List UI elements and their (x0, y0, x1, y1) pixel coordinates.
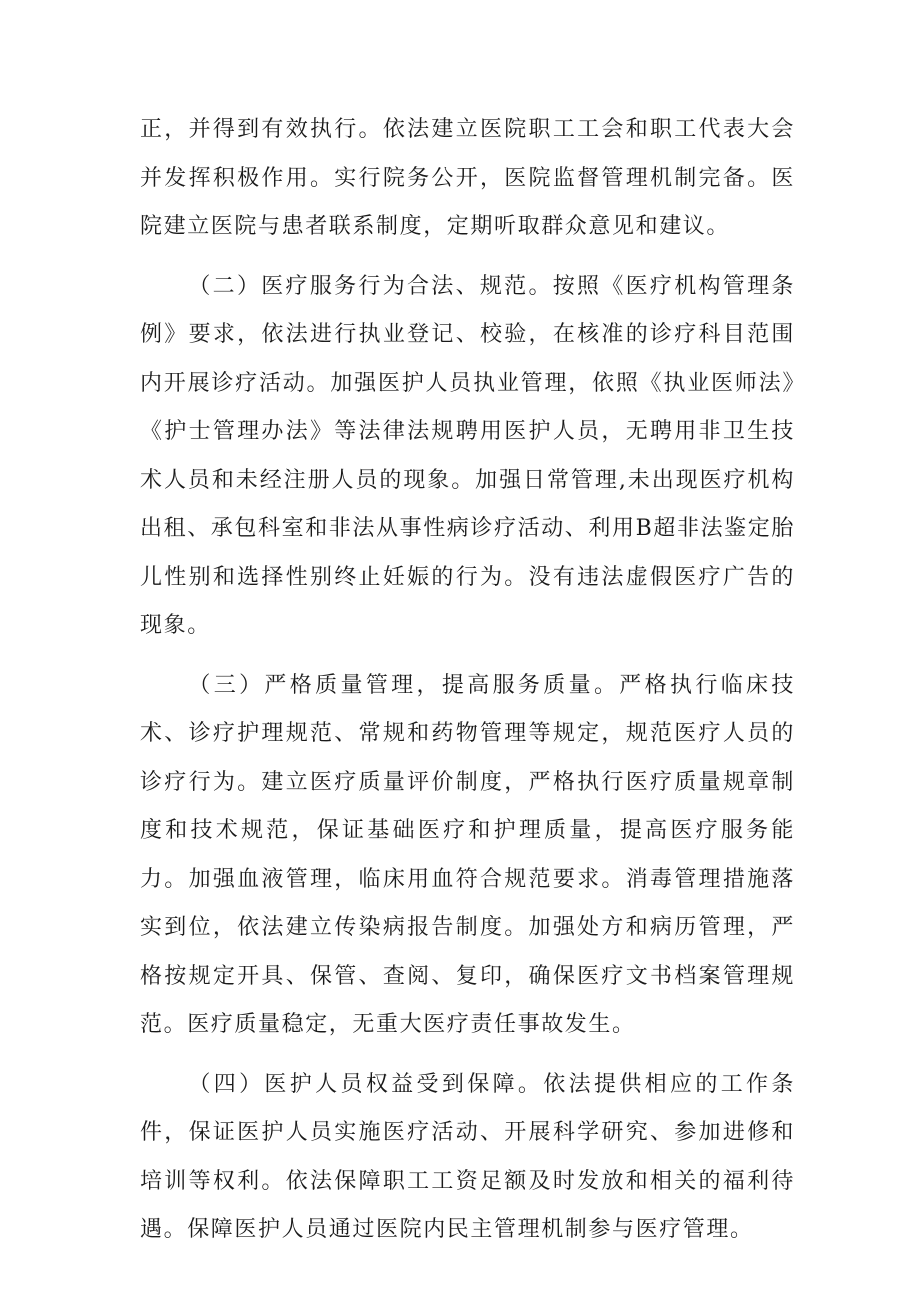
paragraph-section-3: （三）严格质量管理，提高服务质量。严格执行临床技术、诊疗护理规范、常规和药物管理等规定，规范医疗人员的诊疗行为。建立医疗质量评价制度，严格执行医疗质量规章制度和技术规范，保证基础医疗和护理质量，提高医疗服务能力。加强血液管理，临床用血符合规范要求。消毒管理措施落实到位，依法建立传染病报告制度。加强处方和病历管理，严格按规定开具、保管、查阅、复印，确保医疗文书档案管理规范。医疗质量稳定，无重大医疗责任事故发生。 (140, 672, 795, 1037)
paragraph-section-4: （四）医护人员权益受到保障。依法提供相应的工作条件，保证医护人员实施医疗活动、开展科学研究、参加进修和培训等权利。依法保障职工工资足额及时发放和相关的福利待遇。保障医护人员通过医院内民主管理机制参与医疗管理。 (140, 1071, 795, 1242)
paragraph-section-2: （二）医疗服务行为合法、规范。按照《医疗机构管理条例》要求，依法进行执业登记、校验，在核准的诊疗科目范围内开展诊疗活动。加强医护人员执业管理，依照《执业医师法》《护士管理办法》等法律法规聘用医护人员，无聘用非卫生技术人员和未经注册人员的现象。加强日常管理,未出现医疗机构出租、承包科室和非法从事性病诊疗活动、利用B超非法鉴定胎儿性别和选择性别终止妊娠的行为。没有违法虚假医疗广告的现象。 (140, 273, 795, 638)
document-body (140, 106, 795, 1266)
paragraph-continuation: 正，并得到有效执行。依法建立医院职工工会和职工代表大会并发挥积极作用。实行院务公开，医院监督管理机制完备。医院建立医院与患者联系制度，定期听取群众意见和建议。 (140, 117, 795, 239)
